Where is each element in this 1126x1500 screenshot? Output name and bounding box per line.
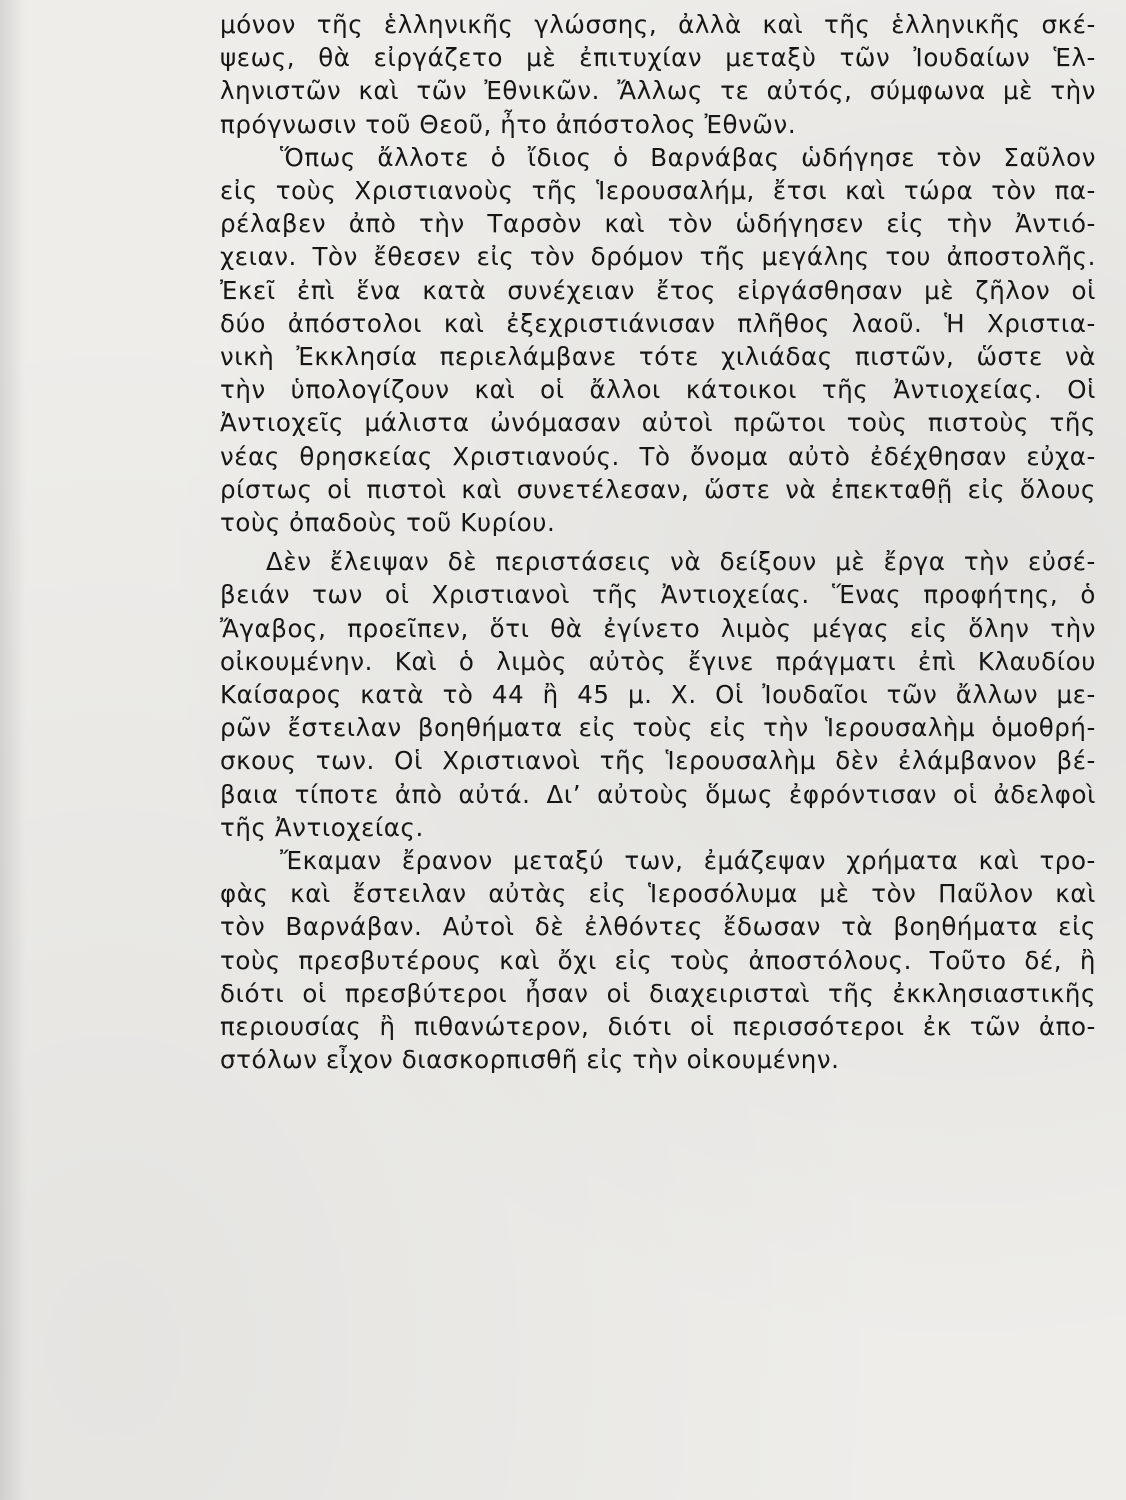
text-line: ληνιστῶν καὶ τῶν Ἐθνικῶν. Ἄλλως τε αὐτός, σύμφωνα μὲ τὴν xyxy=(220,76,1096,106)
paragraph-2 xyxy=(220,141,1096,539)
text-line: διότι οἱ πρεσβύτεροι ἦσαν οἱ διαχειρισταὶ τῆς ἐκκλησιαστικῆς xyxy=(220,978,1096,1008)
text-line: ρίστως οἱ πιστοὶ καὶ συνετέλεσαν, ὥστε νὰ ἐπεκταθῇ εἰς ὅλους xyxy=(220,474,1096,504)
binding-shadow xyxy=(0,0,26,1500)
text-line: Δὲν ἔλειψαν δὲ περιστάσεις νὰ δείξουν μὲ ἔργα τὴν εὐσέ- xyxy=(266,547,1096,577)
text-line: τοὺς ὀπαδοὺς τοῦ Κυρίου. xyxy=(220,508,556,538)
body-text xyxy=(220,8,1096,1077)
text-line: Ἐκεῖ ἐπὶ ἕνα κατὰ συνέχειαν ἔτος εἰργάσθησαν μὲ ζῆλον οἱ xyxy=(220,275,1096,305)
text-line: φὰς καὶ ἔστειλαν αὐτὰς εἰς Ἱεροσόλυμα μὲ τὸν Παῦλον καὶ xyxy=(220,879,1096,909)
paragraph-1 xyxy=(220,8,1096,141)
text-line: βαια τίποτε ἀπὸ αὐτά. Δι’ αὐτοὺς ὅμως ἐφρόντισαν οἱ ἀδελφοὶ xyxy=(220,779,1096,809)
text-line: νέας θρησκείας Χριστιανούς. Τὸ ὄνομα αὐτὸ ἐδέχθησαν εὐχα- xyxy=(220,441,1096,471)
text-line: Ἔκαμαν ἔρανον μεταξύ των, ἐμάζεψαν χρήματα καὶ τρο- xyxy=(280,846,1096,876)
text-line: εἰς τοὺς Χριστιανοὺς τῆς Ἱερουσαλήμ, ἔτσι καὶ τώρα τὸν πα- xyxy=(220,176,1096,206)
text-line: ρέλαβεν ἀπὸ τὴν Ταρσὸν καὶ τὸν ὡδήγησεν εἰς τὴν Ἀντιό- xyxy=(220,209,1096,239)
text-line: στόλων εἶχον διασκορπισθῆ εἰς τὴν οἰκουμένην. xyxy=(220,1045,840,1075)
paragraph-3 xyxy=(220,545,1096,844)
text-line: Καίσαρος κατὰ τὸ 44 ἢ 45 μ. Χ. Οἱ Ἰουδαῖοι τῶν ἄλλων με- xyxy=(220,680,1096,710)
text-line: σκους των. Οἱ Χριστιανοὶ τῆς Ἱερουσαλὴμ δὲν ἐλάμβανον βέ- xyxy=(220,746,1096,776)
text-line: βειάν των οἱ Χριστιανοὶ τῆς Ἀντιοχείας. Ἕνας προφήτης, ὁ xyxy=(220,580,1096,610)
text-line: Ὅπως ἄλλοτε ὁ ἴδιος ὁ Βαρνάβας ὡδήγησε τὸν Σαῦλον xyxy=(280,142,1096,172)
text-line: οἰκουμένην. Καὶ ὁ λιμὸς αὐτὸς ἔγινε πράγματι ἐπὶ Κλαυδίου xyxy=(220,646,1096,676)
paragraph-4 xyxy=(220,844,1096,1076)
text-line: τῆς Ἀντιοχείας. xyxy=(220,812,424,842)
text-line: δύο ἀπόστολοι καὶ ἐξεχριστιάνισαν πλῆθος λαοῦ. Ἡ Χριστια- xyxy=(220,308,1096,338)
text-line: πρόγνωσιν τοῦ Θεοῦ, ἦτο ἀπόστολος Ἐθνῶν. xyxy=(220,109,797,139)
text-line: νικὴ Ἐκκλησία περιελάμβανε τότε χιλιάδας πιστῶν, ὥστε νὰ xyxy=(220,342,1096,372)
text-line: ρῶν ἔστειλαν βοηθήματα εἰς τοὺς εἰς τὴν Ἱερουσαλὴμ ὁμοθρή- xyxy=(220,713,1096,743)
text-line: περιουσίας ἢ πιθανώτερον, διότι οἱ περισσότεροι ἐκ τῶν ἀπο- xyxy=(220,1012,1096,1042)
text-line: τὸν Βαρνάβαν. Αὐτοὶ δὲ ἐλθόντες ἔδωσαν τὰ βοηθήματα εἰς xyxy=(220,912,1096,942)
text-line: τὴν ὑπολογίζουν καὶ οἱ ἄλλοι κάτοικοι τῆς Ἀντιοχείας. Οἱ xyxy=(220,375,1096,405)
text-line: τοὺς πρεσβυτέρους καὶ ὄχι εἰς τοὺς ἀποστόλους. Τοῦτο δέ, ἢ xyxy=(220,945,1096,975)
text-line: Ἀντιοχεῖς μάλιστα ὠνόμασαν αὐτοὶ πρῶτοι τοὺς πιστοὺς τῆς xyxy=(220,408,1096,438)
text-line: ψεως, θὰ εἰργάζετο μὲ ἐπιτυχίαν μεταξὺ τῶν Ἰουδαίων Ἑλ- xyxy=(220,43,1096,73)
text-line: χειαν. Τὸν ἔθεσεν εἰς τὸν δρόμον τῆς μεγάλης του ἀποστολῆς. xyxy=(220,242,1096,272)
text-line: μόνον τῆς ἑλληνικῆς γλώσσης, ἀλλὰ καὶ τῆς ἑλληνικῆς σκέ- xyxy=(220,10,1096,39)
text-line: Ἄγαβος, προεῖπεν, ὅτι θὰ ἐγίνετο λιμὸς μέγας εἰς ὅλην τὴν xyxy=(220,613,1096,643)
